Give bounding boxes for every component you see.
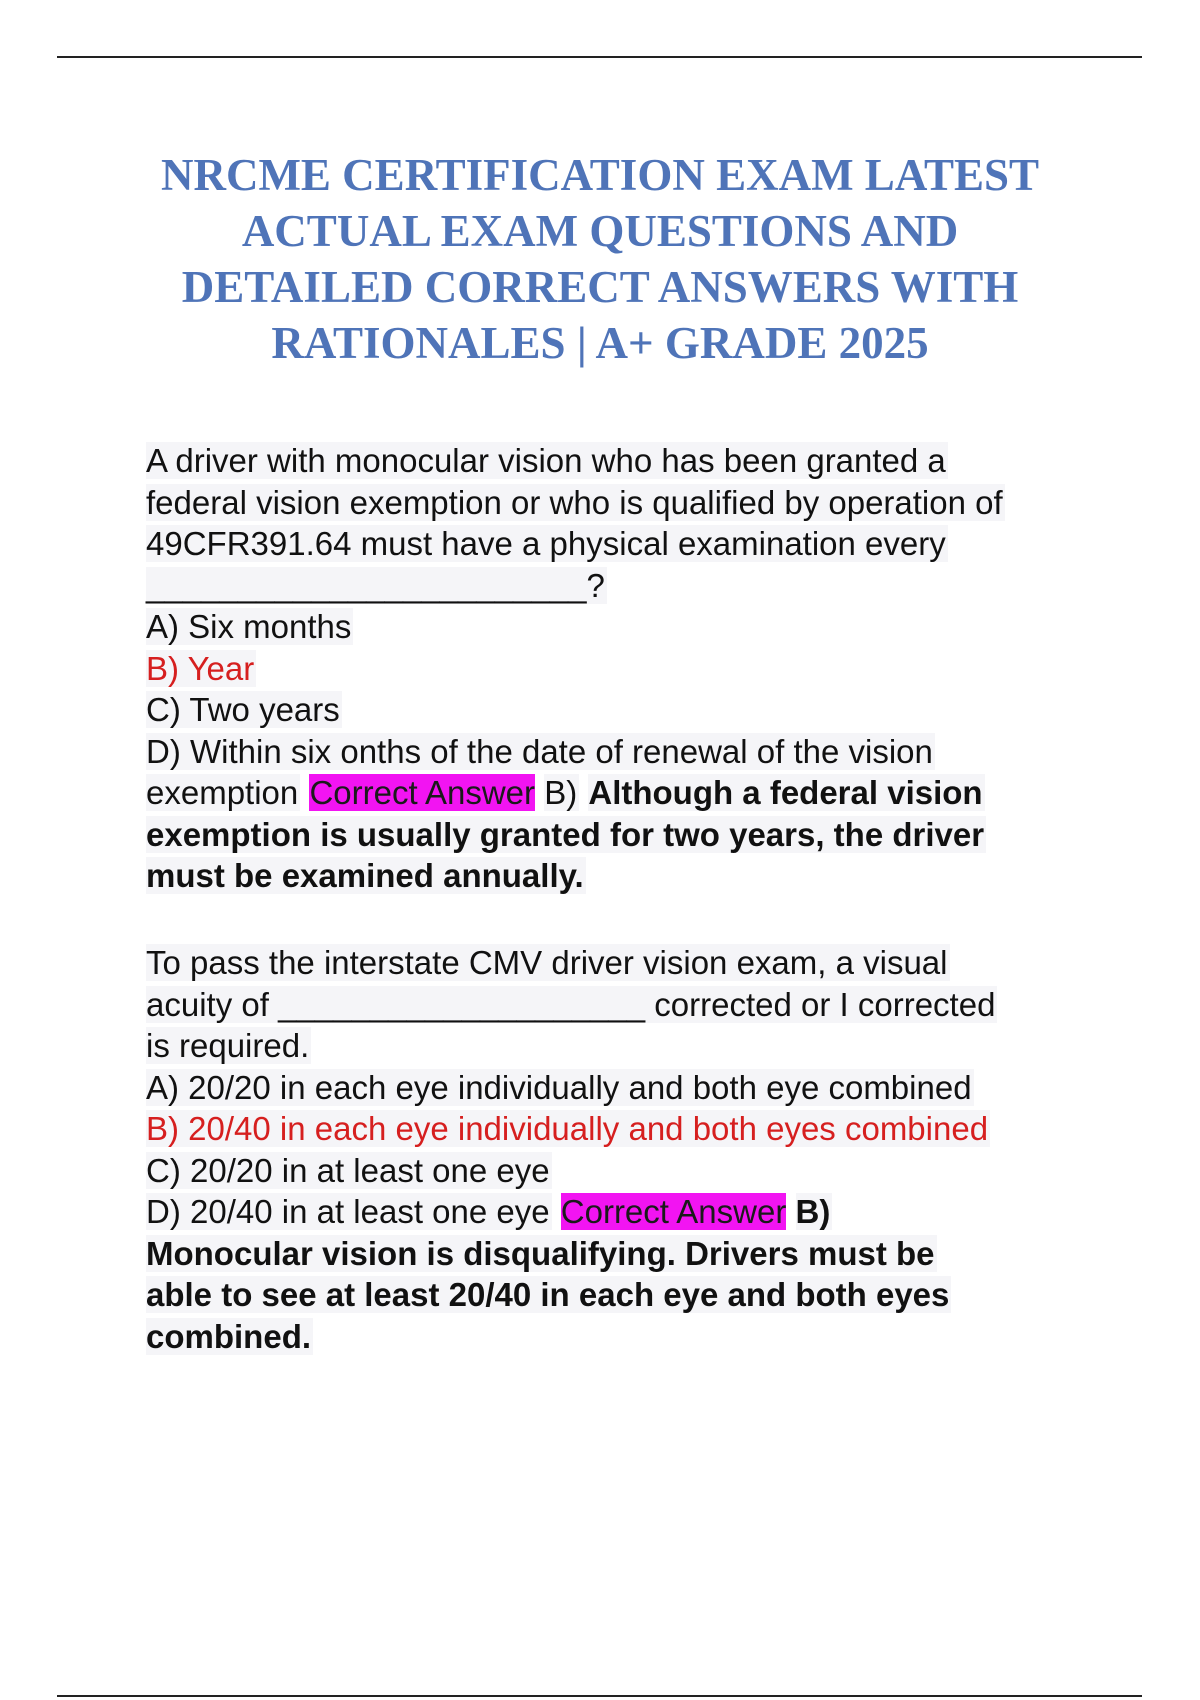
top-rule (57, 56, 1142, 58)
rationale-line: must be examined annually. (146, 857, 584, 894)
question-stem-line: To pass the interstate CMV driver vision exam, a visual (146, 944, 948, 981)
option-a: A) Six months (146, 608, 352, 645)
title-line: DETAILED CORRECT ANSWERS WITH (181, 262, 1019, 312)
rationale-line: able to see at least 20/40 in each eye and both eyes (146, 1276, 950, 1313)
option-b-correct: B) Year (146, 649, 255, 687)
title-line: RATIONALES | A+ GRADE 2025 (271, 318, 929, 368)
question-1 (146, 440, 1106, 897)
rationale-line: combined. (146, 1317, 312, 1355)
title-line: ACTUAL EXAM QUESTIONS AND (241, 206, 959, 256)
question-stem-line: ________________________? (146, 566, 605, 604)
document-title (100, 147, 1100, 371)
option-c: C) 20/20 in at least one eye (146, 1151, 550, 1189)
question-stem-line: 49CFR391.64 must have a physical examination every (146, 525, 946, 562)
option-d-continued: exemption Correct Answer B) Although a federal vision (146, 774, 983, 811)
option-b-correct: B) 20/40 in each eye individually and both eyes combined (146, 1110, 989, 1147)
option-d: D) 20/40 in at least one eye Correct Answer B) (146, 1193, 831, 1230)
title-line: NRCME CERTIFICATION EXAM LATEST (160, 150, 1040, 200)
rationale-line: Monocular vision is disqualifying. Drivers must be (146, 1234, 935, 1272)
option-d: D) Within six onths of the date of renewal of the vision (146, 732, 933, 770)
question-stem-line: federal vision exemption or who is qualified by operation of (146, 483, 1003, 521)
question-stem-line: acuity of ____________________ corrected or I corrected (146, 985, 996, 1023)
rationale-line: Although a federal vision (588, 774, 983, 811)
question-2 (146, 942, 1106, 1357)
option-a: A) 20/20 in each eye individually and both eye combined (146, 1068, 972, 1106)
question-stem-line: A driver with monocular vision who has been granted a (146, 442, 946, 479)
question-stem-line: is required. (146, 1027, 310, 1064)
answer-letter: B) (544, 774, 578, 811)
correct-answer-tag: Correct Answer (309, 774, 536, 811)
correct-answer-tag: Correct Answer (560, 1193, 787, 1230)
rationale-line: exemption is usually granted for two years, the driver (146, 815, 985, 853)
option-c: C) Two years (146, 691, 340, 728)
answer-letter: B) (795, 1193, 831, 1230)
bottom-rule (57, 1695, 1142, 1697)
